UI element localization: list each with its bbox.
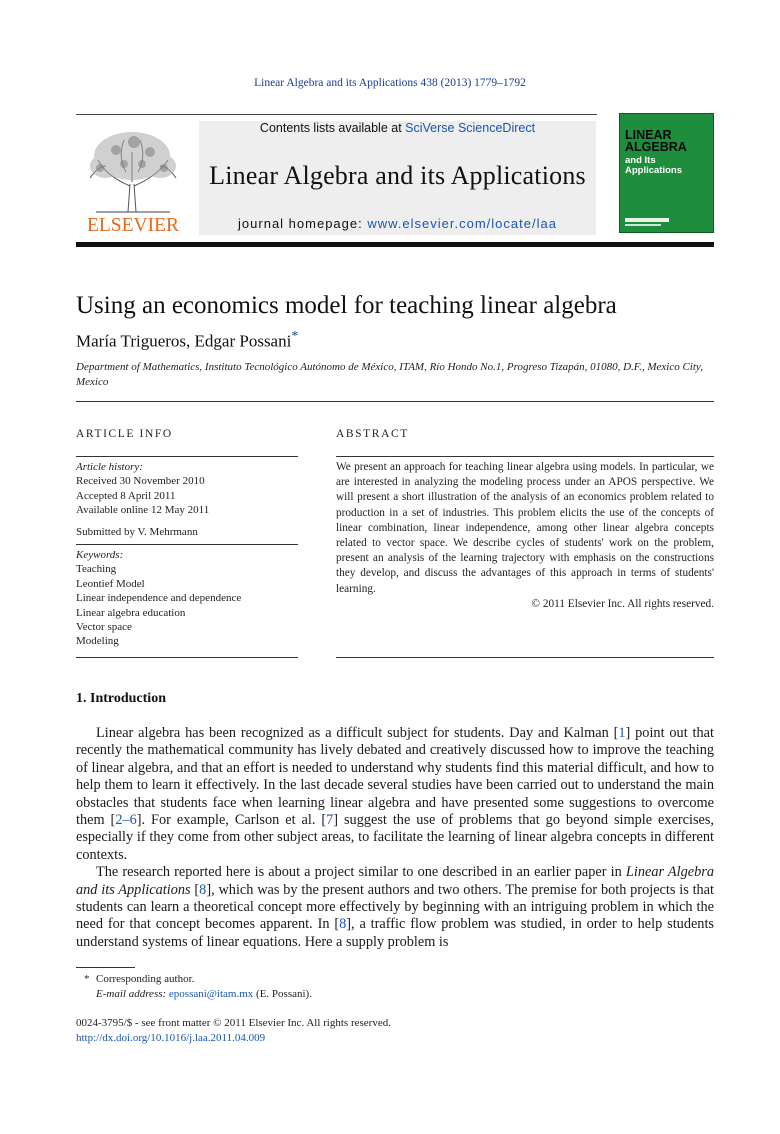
journal-citation: Linear Algebra and its Applications 438 (2013) 1779–1792 [254, 77, 526, 89]
footnote-text: Corresponding author. [96, 973, 195, 985]
footnote-corresponding [76, 972, 716, 987]
keywords-rule [76, 544, 298, 545]
keyword-item: Teaching [76, 563, 117, 576]
article-info-rule [76, 456, 298, 457]
keyword-item: Modeling [76, 635, 119, 648]
keywords-list [76, 548, 298, 649]
abstract-body [336, 460, 714, 612]
section-rule [76, 401, 714, 402]
journal-name: Linear Algebra and its Applications [209, 161, 586, 190]
text-run: The research reported here is about a project similar to one described in an earlier paper in [96, 864, 626, 881]
cover-subtitle-line: and Its [625, 155, 656, 166]
journal-cover [619, 113, 714, 233]
email-owner: (E. Possani). [253, 988, 312, 1000]
text-run: ]. For example, Carlson et al. [ [136, 812, 327, 829]
text-run: ] suggest the use of problems that go beyond simple exercises, especially if they come from other subject areas, to facilitate the learning of linear algebra concepts in different contexts. [76, 812, 714, 863]
citation-link[interactable]: 8 [199, 881, 207, 898]
email-label: E-mail address: [96, 988, 169, 1000]
cover-subtitle [625, 156, 682, 175]
article-info-heading: ARTICLE INFO [76, 428, 173, 440]
journal-reference: Linear Algebra and its Applications [76, 864, 714, 898]
text-run: [ [190, 881, 200, 898]
citation-link[interactable]: 7 [326, 812, 334, 829]
history-accepted: Accepted 8 April 2011 [76, 489, 176, 502]
history-label: Article history: [76, 461, 143, 473]
article-info-bottom-rule [76, 657, 298, 658]
contents-availability [199, 121, 596, 135]
paragraph [76, 864, 714, 951]
text-run: ] point out that recently the mathematical community has lively debated and creatively discussed how to improve the teaching of linear algebra, and that an effort is needed to understand why students find this material difficult, and how to help them to learn it effectively. In the last decade several studies have been carried out to understand the main obstacles that students face when learning linear algebra and have presented some suggestions to overcome them [ [76, 725, 714, 829]
introduction-body [76, 725, 714, 951]
abstract-bottom-rule [336, 657, 714, 658]
keyword-item: Leontief Model [76, 577, 145, 590]
text-run: ], which was by the present authors and two others. The premise for both projects is that students can learn a theoretical concept more effectively by beginning with an intriguing problem in which the need for that concept becomes apparent. In [ [76, 881, 715, 933]
article-authors [76, 329, 298, 352]
cover-title [625, 129, 687, 153]
footnote [76, 972, 716, 1002]
header-rule [76, 114, 597, 115]
keyword-item: Linear algebra education [76, 606, 186, 619]
abstract-heading: ABSTRACT [336, 428, 409, 440]
author-names: María Trigueros, Edgar Possani [76, 331, 292, 351]
keyword-item: Linear independence and dependence [76, 592, 242, 605]
corresponding-author-mark[interactable]: * [291, 329, 299, 344]
section-heading-introduction: 1. Introduction [76, 691, 166, 706]
citation-link[interactable]: 8 [339, 916, 347, 933]
publisher-wordmark: ELSEVIER [86, 215, 180, 236]
cover-title-line: LINEAR [625, 128, 672, 142]
issn-line: 0024-3795/$ - see front matter © 2011 Elsevier Inc. All rights reserved. [76, 1017, 391, 1029]
journal-homepage [199, 216, 596, 231]
cover-title-line: ALGEBRA [625, 140, 687, 154]
sciencedirect-link[interactable]: SciVerse ScienceDirect [405, 121, 536, 135]
keyword-item: Vector space [76, 621, 132, 634]
copyright-line: © 2011 Elsevier Inc. All rights reserved. [531, 597, 714, 610]
front-matter [76, 1016, 716, 1045]
history-online: Available online 12 May 2011 [76, 504, 210, 517]
keywords-label: Keywords: [76, 549, 124, 561]
paragraph [76, 725, 714, 864]
contents-prefix: Contents lists available at [259, 121, 406, 135]
article-history [76, 460, 298, 539]
citation-link[interactable]: 1 [618, 725, 626, 741]
elsevier-tree-icon [76, 122, 190, 236]
cover-label-bar [625, 224, 661, 226]
footnote-email [76, 987, 716, 1002]
homepage-prefix: journal homepage: [238, 216, 368, 231]
abstract-rule [336, 456, 714, 457]
cover-label-bar [625, 218, 669, 222]
homepage-link[interactable]: www.elsevier.com/locate/laa [367, 216, 557, 231]
abstract-text: We present an approach for teaching linear algebra using models. In particular, we are interested in analyzing the modeling process under an APOS perspective. We will present a short illustration of the analysis of an economics problem related to production in a set of industries. This problem elicits the use of the concepts of linear combination, linear independence, among other linear algebra concepts related to vector space. We describe cycles of students' work on the problem, present an analysis of the learning trajectory with emphasis on the constructions they develop, and discuss the advantages of this approach in terms of students' learning. [336, 461, 714, 595]
article-title: Using an economics model for teaching linear algebra [76, 292, 617, 319]
text-run: ], a traffic flow problem was studied, in order to help students understand systems of linear equations. Here a supply problem is [76, 916, 714, 950]
elsevier-logo [76, 122, 190, 236]
email-link[interactable]: epossani@itam.mx [168, 988, 254, 1000]
history-received: Received 30 November 2010 [76, 475, 205, 488]
citation-link[interactable]: 2–6 [115, 812, 137, 829]
affiliation: Department of Mathematics, Instituto Tecnológico Autónomo de México, ITAM, Río Hondo No.1, Progreso Tizapán, 01080, D.F., Mexico City, Mexico [76, 361, 703, 388]
cover-subtitle-line: Applications [625, 164, 683, 176]
footnote-mark: * [84, 973, 90, 985]
footnote-rule [76, 967, 135, 968]
text-run: Linear algebra has been recognized as a difficult subject for students. Day and Kalman [ [96, 725, 619, 741]
doi-link[interactable]: http://dx.doi.org/10.1016/j.laa.2011.04.009 [76, 1031, 266, 1044]
header-thick-rule [76, 242, 714, 247]
submitted-by: Submitted by V. Mehrmann [76, 525, 198, 538]
